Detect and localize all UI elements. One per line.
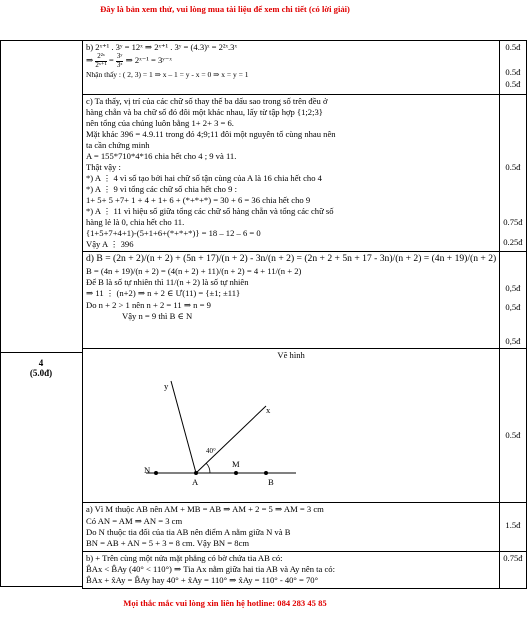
question-number <box>0 358 82 378</box>
part-c-line: Vậy A ⋮ 396 <box>86 239 134 249</box>
row-part-a <box>83 503 527 551</box>
label-angle: 40° <box>206 447 216 456</box>
part-c-line: ta cần chứng minh <box>86 140 150 150</box>
cell-part-d-content <box>83 252 500 349</box>
angle-arc <box>206 463 210 473</box>
part-c-line: *) A ⋮ 4 vì số tạo bởi hai chữ số tận cùng của A là 16 chia hết cho 4 <box>86 173 322 183</box>
part-b-line3: Nhận thấy : ( 2, 3) = 1 ⇒ x – 1 = y - x = 0 ⇒ x = y = 1 <box>86 69 249 79</box>
label-B: B <box>268 477 274 488</box>
part-c-line: hàng lẻ là 0, chia hết cho 11. <box>86 217 185 227</box>
part-b-frac1: $\frac{\text{2²ˣ}}{\text{2ˣ⁺¹}}$ <box>95 52 107 70</box>
part-c-line: Mặt khác 396 = 4.9.11 trong đó 4;9;11 đôi một nguyên tố cùng nhau nên <box>86 129 336 139</box>
label-y: y <box>164 381 169 392</box>
points-b2: 0.75đ <box>503 552 523 563</box>
point-N <box>154 471 158 475</box>
cell-part-b2-content <box>83 551 500 588</box>
outer-left-border <box>0 40 1 586</box>
top-banner: Đây là bản xem thử, vui lòng mua tài liệu để xem chi tiết (có lời giải) <box>100 4 350 14</box>
points-d-2: 0,5đ <box>505 302 521 313</box>
part-a-line: a) Vì M thuộc AB nên AM + MB = AB ⇒ AM + 2 = 5 ⇒ AM = 3 cm <box>86 504 324 515</box>
cell-part-b-content <box>83 41 500 95</box>
question-divider <box>0 352 82 353</box>
part-b-line2: ⇒ $\frac{\text{2²ˣ}}{\text{2ˣ⁺¹}}$ = $\frac{\text{3ʸ}}{\text{3ˣ}}$ ⇒ 2ˣ⁻¹ = 3ʸ⁻ˣ <box>86 52 172 70</box>
cell-part-b-points <box>500 41 526 95</box>
geometry-svg <box>86 361 386 501</box>
outer-top-border <box>0 40 82 41</box>
ray-Ay <box>171 381 196 473</box>
cell-figure <box>83 349 500 503</box>
outer-bottom-border <box>0 586 82 587</box>
question-points-label: (5.0đ) <box>29 368 53 378</box>
points-d-3: 0,5đ <box>505 335 521 346</box>
part-a-line: Do N thuộc tia đối của tia AB nên điểm A nằm giữa N và B <box>86 527 291 538</box>
part-a-line: Có AN = AM ⇒ AN = 3 cm <box>86 515 183 526</box>
question-number-label: 4 <box>38 358 44 368</box>
cell-part-b2-points <box>500 551 526 588</box>
cell-part-c-content <box>83 95 500 252</box>
bottom-banner: Mọi thắc mắc vui lòng xin liên hệ hotline: 084 283 45 85 <box>123 598 327 608</box>
part-b-line1: b) 2ˣ⁺¹ . 3ʸ = 12ˣ ⇒ 2ˣ⁺¹ . 3ʸ = (4.3)ˣ = 2²ˣ.3ˣ <box>86 42 237 52</box>
figure-title: Vẽ hình <box>277 350 305 361</box>
points-a: 1.5đ <box>505 520 521 531</box>
label-A: A <box>192 477 199 488</box>
row-figure <box>83 349 527 503</box>
part-b2-line: b) + Trên cùng một nửa mặt phẳng có bờ chứa tia AB có: <box>86 552 283 563</box>
geometry-figure <box>86 361 496 501</box>
part-c-line: Thật vậy : <box>86 162 121 172</box>
points-c-1: 0.5đ <box>505 162 521 172</box>
part-b2-line: B̂Ax + x̂Ay = B̂Ay hay 40° + x̂Ay = 110° ⇒ x̂Ay = 110° - 40° = 70° <box>86 575 319 586</box>
part-d-line4: ⇒ 11 ⋮ (n+2) ⇒ n + 2 ∈ Ư(11) = {±1; ±11} <box>86 288 241 299</box>
row-part-c <box>83 95 527 252</box>
part-d-line5: Do n + 2 > 1 nên n + 2 = 11 ⇒ n = 9 <box>86 299 211 310</box>
point-M <box>234 471 238 475</box>
part-c-line: A = 155*710*4*16 chia hết cho 4 ; 9 và 11. <box>86 151 237 161</box>
points-b-2: 0.5đ <box>505 67 521 78</box>
part-a-line: BN = AB + AN = 5 + 3 = 8 cm. Vậy BN = 8cm <box>86 538 250 549</box>
part-c-line: nên tổng của chúng luôn bằng 1+ 2+ 3 = 6. <box>86 118 234 128</box>
cell-part-a-points <box>500 503 526 551</box>
part-c-line: hàng chẵn và ba chữ số đó đôi một khác nhau, lấy từ tập hợp {1;2;3} <box>86 107 323 117</box>
part-c-line: *) A ⋮ 9 vì tổng các chữ số chia hết cho 9 : <box>86 184 237 194</box>
label-x: x <box>266 405 271 416</box>
points-figure: 0.5đ <box>505 430 521 441</box>
points-b-1: 0.5đ <box>505 42 521 52</box>
row-part-b2 <box>83 551 527 588</box>
points-b-3: 0.5đ <box>505 78 521 89</box>
label-M: M <box>232 459 240 470</box>
cell-part-a-content <box>83 503 500 551</box>
row-part-d <box>83 252 527 349</box>
part-c-line: 1+ 5+ 5 +7+ 1 + 4 + 1+ 6 + (*+*+*) = 30 + 6 = 36 chia hết cho 9 <box>86 195 311 205</box>
part-b-frac2: $\frac{\text{3ʸ}}{\text{3ˣ}}$ <box>116 52 123 70</box>
cell-figure-points <box>500 349 526 503</box>
points-d-1: 0,5đ <box>505 283 521 293</box>
row-part-b <box>83 41 527 95</box>
part-b2-line: B̂Ax < B̂Ay (40° < 110°) ⇒ Tia Ax nằm giữa hai tia AB và Ay nên ta có: <box>86 564 335 575</box>
cell-part-c-points <box>500 95 526 252</box>
label-N: N <box>144 465 151 476</box>
part-c-line: {1+5+7+4+1)-(5+1+6+(*+*+*)} = 18 – 12 – 6 = 0 <box>86 228 261 238</box>
part-d-line2: B = (4n + 19)/(n + 2) = (4(n + 2) + 11)/(n + 2) = 4 + 11/(n + 2) <box>86 265 302 276</box>
part-c-line: c) Ta thấy, vị trí của các chữ số thay thế ba dấu sao trong số trên đều ở <box>86 96 328 106</box>
point-A <box>194 471 198 475</box>
point-B <box>264 471 268 475</box>
part-d-line1: d) B = (2n + 2)/(n + 2) + (5n + 17)/(n + 2) - 3n/(n + 2) = (2n + 2 + 5n + 17 - 3n)/(n + 2) = (4n + 19)/(n + 2) <box>86 253 497 264</box>
part-d-line6: Vậy n = 9 thì B ∈ N <box>122 311 193 322</box>
points-c-2: 0.75đ <box>503 217 523 228</box>
part-d-line3: Để B là số tự nhiên thì 11/(n + 2) là số tự nhiên <box>86 277 249 287</box>
answer-table <box>82 40 527 589</box>
points-c-3: 0.25đ <box>503 236 523 247</box>
part-c-line: *) A ⋮ 11 vì hiệu số giữa tổng các chữ số hàng chẵn và tổng các chữ số <box>86 206 334 216</box>
cell-part-d-points <box>500 252 526 349</box>
